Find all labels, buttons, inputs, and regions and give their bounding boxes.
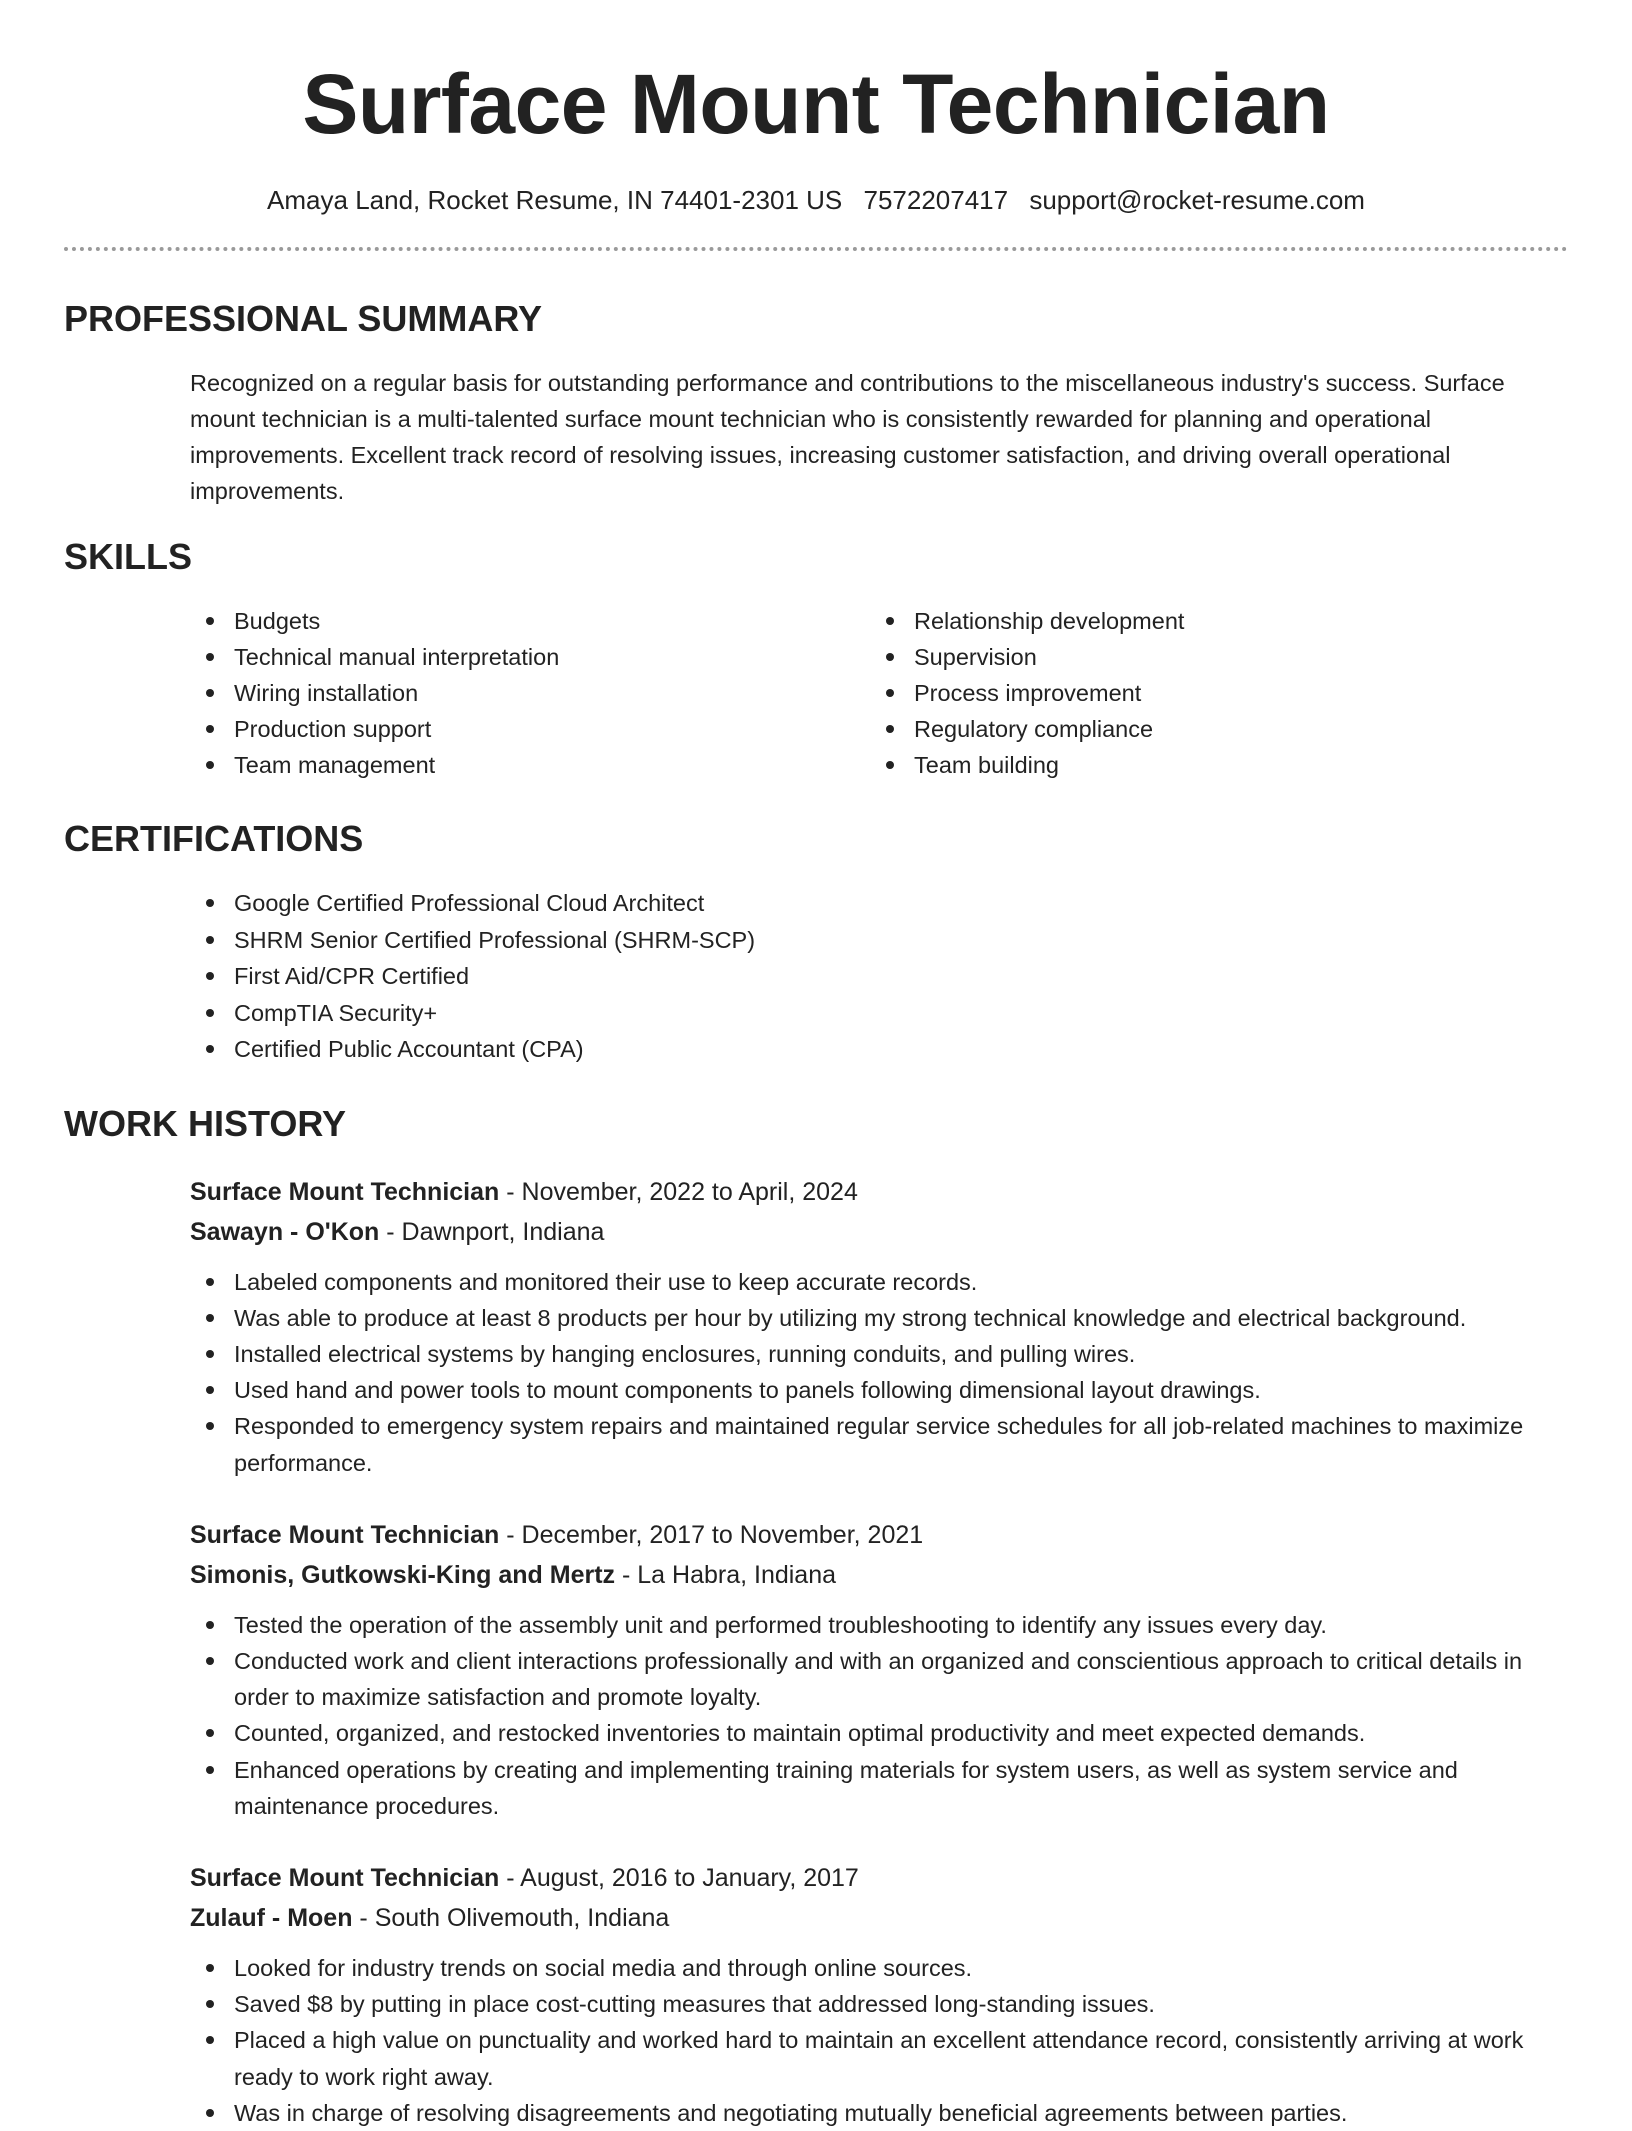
skill-item: Budgets [190,603,870,639]
job-title-line [190,1515,1548,1555]
contact-address: Amaya Land, Rocket Resume, IN 74401-2301 US [267,185,843,215]
job-bullet: Labeled components and monitored their use to keep accurate records. [190,1264,1548,1300]
skill-item: Team building [870,747,1550,783]
certification-item: First Aid/CPR Certified [190,958,1568,995]
job-location: - Dawnport, Indiana [379,1217,605,1246]
certification-item: Google Certified Professional Cloud Architect [190,885,1568,922]
contact-line [64,184,1568,216]
contact-email: support@rocket-resume.com [1029,185,1365,215]
section-title-work-history: WORK HISTORY [64,1102,347,1144]
skill-item: Process improvement [870,675,1550,711]
job-role: Surface Mount Technician [190,1863,500,1892]
job-dates: - August, 2016 to January, 2017 [499,1863,859,1892]
job-bullet: Enhanced operations by creating and implementing training materials for system users, as well as system service and maintenance procedures. [190,1752,1548,1824]
skill-item: Technical manual interpretation [190,639,870,675]
job-company-line [190,1898,1548,1938]
header-divider [64,247,1568,251]
job-location: - La Habra, Indiana [615,1560,837,1589]
job-title-line [190,1172,1548,1212]
job-bullets [190,1950,1548,2131]
job-company: Simonis, Gutkowski-King and Mertz [190,1560,616,1589]
skill-item: Production support [190,711,870,747]
skill-item: Relationship development [870,603,1550,639]
job-company: Zulauf - Moen [190,1903,353,1932]
certification-item: CompTIA Security+ [190,995,1568,1032]
job-entry [190,1858,1548,2131]
skills-column-right [870,603,1550,783]
skill-item: Team management [190,747,870,783]
certification-item: Certified Public Accountant (CPA) [190,1031,1568,1068]
job-role: Surface Mount Technician [190,1177,500,1206]
resume-name: Surface Mount Technician [302,57,1330,151]
job-entry [190,1172,1548,1481]
job-company-line [190,1555,1548,1595]
job-bullet: Was able to produce at least 8 products per hour by utilizing my strong technical knowledge and electrical background. [190,1300,1548,1336]
job-title-line [190,1858,1548,1898]
skill-item: Supervision [870,639,1550,675]
job-role: Surface Mount Technician [190,1520,500,1549]
job-company: Sawayn - O'Kon [190,1217,380,1246]
job-bullet: Installed electrical systems by hanging enclosures, running conduits, and pulling wires. [190,1336,1548,1372]
section-title-certifications: CERTIFICATIONS [64,818,364,859]
job-bullets [190,1607,1548,1824]
job-bullet: Saved $8 by putting in place cost-cutting measures that addressed long-standing issues. [190,1986,1548,2022]
job-bullet: Conducted work and client interactions professionally and with an organized and conscientious approach to critical details in order to maximize satisfaction and promote loyalty. [190,1643,1548,1715]
job-bullet: Counted, organized, and restocked inventories to maintain optimal productivity and meet expected demands. [190,1715,1548,1751]
job-bullets [190,1264,1548,1481]
certification-item: SHRM Senior Certified Professional (SHRM-SCP) [190,922,1568,959]
section-title-summary: PROFESSIONAL SUMMARY [64,298,543,339]
job-company-line [190,1212,1548,1252]
certifications-list [190,885,1568,1068]
job-bullet: Tested the operation of the assembly unit and performed troubleshooting to identify any issues every day. [190,1607,1548,1643]
job-dates: - November, 2022 to April, 2024 [499,1177,858,1206]
skills-column-left [190,603,870,783]
job-location: - South Olivemouth, Indiana [352,1903,670,1932]
job-bullet: Placed a high value on punctuality and worked hard to maintain an excellent attendance record, consistently arriving at work ready to work right away. [190,2022,1548,2094]
section-title-skills: SKILLS [64,536,193,577]
contact-phone: 7572207417 [863,185,1009,215]
skills-grid [190,603,1568,783]
job-entry [190,1515,1548,1824]
job-bullet: Looked for industry trends on social media and through online sources. [190,1950,1548,1986]
job-dates: - December, 2017 to November, 2021 [499,1520,924,1549]
job-bullet: Used hand and power tools to mount components to panels following dimensional layout drawings. [190,1372,1548,1408]
job-bullet: Was in charge of resolving disagreements and negotiating mutually beneficial agreements between parties. [190,2095,1548,2131]
skill-item: Wiring installation [190,675,870,711]
summary-text: Recognized on a regular basis for outstanding performance and contributions to the miscellaneous industry's success. Surface mount technician is a multi-talented surface mount technician who is consistently rewarded for planning and operational improvements. Excellent track record of resolving issues, increasing customer satisfaction, and driving overall operational improvements. [190,370,1505,504]
job-bullet: Responded to emergency system repairs and maintained regular service schedules for all job-related machines to maximize performance. [190,1408,1548,1480]
skill-item: Regulatory compliance [870,711,1550,747]
